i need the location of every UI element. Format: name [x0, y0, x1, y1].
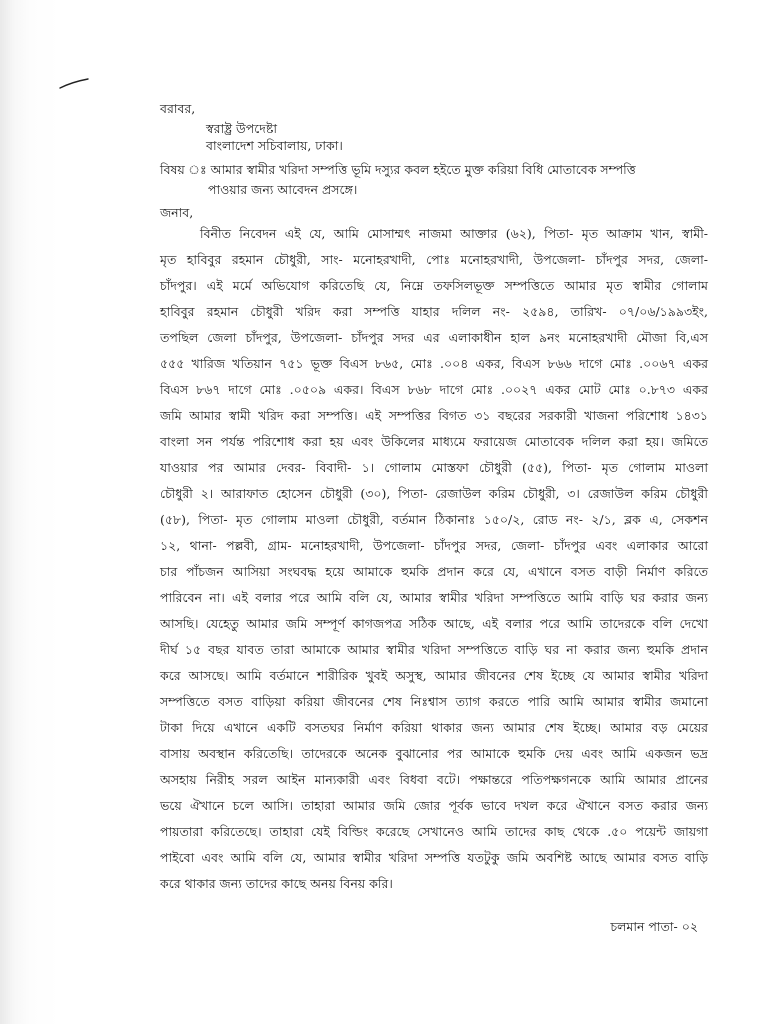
body-line: টাকা দিয়ে এখানে একটি বসতঘর নির্মাণ করিয়া থাকার জন্য আমার শেষ ইচ্ছে। আমার বড় মেয়ের — [160, 720, 708, 735]
body-line: ৫৫৫ খারিজ খতিয়ান ৭৫১ ভূক্ত বিএস ৮৬৫, মোঃ .০০৪ একর, বিএস ৮৬৬ দাগে মোঃ .০০৬৭ একর — [160, 356, 708, 371]
pen-stroke-mark — [58, 78, 90, 90]
body-line: চৌধুরী ২। আরাফাত হোসেন চৌধুরী (৩০), পিতা- রেজাউল করিম চৌধুরী, ৩। রেজাউল করিম চৌধুরী — [160, 486, 708, 501]
body-line: সম্পত্তিতে বসত বাড়িয়া করিয়া জীবনের শেষ নিঃশ্বাস ত্যাগ করতে পারি আমি আমার স্বামীর জমানো — [160, 694, 708, 709]
salutation: বরাবর, — [160, 101, 196, 116]
body-line: দীর্ঘ ১৫ বছর যাবত তারা আমাকে আমার স্বামীর খরিদা সম্পত্তিতে বাড়ি ঘর না করার জন্য হুমকি প্রদান — [160, 642, 708, 657]
subject-block — [160, 160, 708, 200]
body-line: পায়তারা করিতেছে। তাহারা যেই বিল্ডিং করেছে সেখানেও আমি তাদের কাছ থেকে .৫০ পয়েন্ট জায়গা — [160, 824, 708, 839]
salutation-block — [160, 96, 708, 122]
body-line: করে আসছে। আমি বর্তমানে শারীরিক খুবই অসুস্থ, আমার জীবনের শেষ ইচ্ছে যে আমার স্বামীর খরিদা — [160, 668, 708, 683]
body-line: চার পাঁচজন আসিয়া সংঘবদ্ধ হয়ে আমাকে হুমকি প্রদান করে যে, এখানে বসত বাড়ী নির্মাণ করিতে — [160, 564, 708, 579]
letter-body — [160, 221, 708, 897]
body-line: ভয়ে ঐখানে চলে আসি। তাহারা আমার জমি জোর পূর্বক ভাবে দখল করে ঐখানে বসত করার জন্য — [160, 798, 708, 813]
recipient-block — [206, 120, 343, 154]
body-line: বাংলা সন পর্যন্ত পরিশোধ করা হয় এবং উকিলের মাধ্যমে ফরায়েজ মোতাবেক দলিল করা হয়। জমিতে — [160, 434, 708, 449]
body-line: হাবিবুর রহমান চৌধুরী খরিদ করা সম্পত্তি যাহার দলিল নং- ২৫৯৪, তারিখ- ০৭/০৬/১৯৯৩ইং, — [160, 304, 708, 319]
recipient-title: স্বরাষ্ট্র উপদেষ্টা — [206, 121, 277, 136]
body-line: বাসায় অবস্থান করিতেছি। তাদেরকে অনেক বুঝানোর পর আমাকে হুমকি দেয় এবং আমি একজন ভদ্র — [160, 746, 708, 761]
subject-line: বিষয় ঃ আমার স্বামীর খরিদা সম্পত্তি ভূমি দস্যুর কবল হইতে মুক্ত করিয়া বিধি মোতাবেক সম্পত্তি — [160, 162, 636, 177]
body-line: চাঁদপুর। এই মর্মে অভিযোগ করিতেছি যে, নিম্নে তফসিলভূক্ত সম্পত্তিতে আমার মৃত স্বামীর গোলাম — [160, 278, 708, 293]
body-line: বিএস ৮৬৭ দাগে মোঃ .০৫০৯ একর। বিএস ৮৬৮ দাগে মোঃ .০০২৭ একর মোট মোঃ ০.৮৭৩ একর — [160, 382, 708, 397]
subject-continuation: পাওয়ার জন্য আবেদন প্রসঙ্গে। — [208, 182, 358, 197]
body-line: অসহায় নিরীহ সরল আইন মান্যকারী এবং বিধবা বটে। পক্ষান্তরে পতিপক্ষগনকে আমি আমার প্রানের — [160, 772, 708, 787]
body-line: করে থাকার জন্য তাদের কাছে অনয় বিনয় করি। — [160, 876, 393, 891]
body-line: বিনীত নিবেদন এই যে, আমি মোসাম্মৎ নাজমা আক্তার (৬২), পিতা- মৃত আক্রাম খান, স্বামী- — [200, 226, 708, 241]
body-line: পাইবো এবং আমি বলি যে, আমার স্বামীর খরিদা সম্পত্তি যতটুকু জমি অবশিষ্ট আছে আমার বসত বাড়ি — [160, 850, 708, 865]
body-line: ১২, থানা- পল্লবী, গ্রাম- মনোহরখাদী, উপজেলা- চাঁদপুর সদর, জেলা- চাঁদপুর এবং এলাকার আরো — [160, 538, 708, 553]
body-line: (৫৮), পিতা- মৃত গোলাম মাওলা চৌধুরী, বর্তমান ঠিকানাঃ ১৫০/২, রোড নং- ২/১, ব্লক এ, সেকশন — [160, 512, 708, 527]
recipient-address: বাংলাদেশ সচিবালায়, ঢাকা। — [206, 138, 343, 153]
body-line: আসছি। যেহেতু আমার জমি সম্পূর্ণ কাগজপত্র সঠিক আছে, এই বলার পরে আমি তাদেরকে বলি দেখো — [160, 616, 708, 631]
body-line: তপছিল জেলা চাঁদপুর, উপজেলা- চাঁদপুর সদর এর এলাকাধীন হাল ৯নং মনোহরখাদী মৌজা বি,এস — [160, 330, 708, 345]
body-line: মৃত হাবিবুর রহমান চৌধুরী, সাং- মনোহরখাদী, পোঃ মনোহরখাদী, উপজেলা- চাঁদপুর সদর, জেলা- — [160, 252, 708, 267]
greeting: জনাব, — [160, 205, 194, 220]
continuation-note: চলমান পাতা- ০২ — [610, 919, 698, 934]
body-line: যাওয়ার পর আমার দেবর- বিবাদী- ১। গোলাম মোস্তফা চৌধুরী (৫৫), পিতা- মৃত গোলাম মাওলা — [160, 460, 708, 475]
body-line: পারিবেন না। এই বলার পরে আমি বলি যে, আমার স্বামীর খরিদা সম্পত্তিতে আমি বাড়ি ঘর করার জন্য — [160, 590, 708, 605]
body-line: জমি আমার স্বামী খরিদ করা সম্পত্তি। এই সম্পত্তির বিগত ৩১ বছরের সরকারী খাজনা পরিশোধ ১৪৩১ — [160, 408, 708, 423]
